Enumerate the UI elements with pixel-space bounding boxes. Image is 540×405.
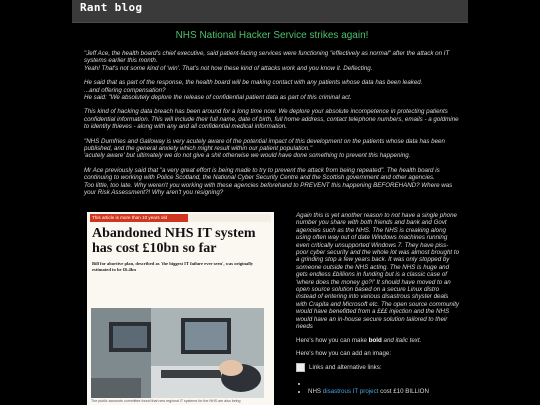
newspaper-clipping-image xyxy=(87,212,274,405)
post-title[interactable]: NHS National Hacker Service strikes again! xyxy=(175,30,369,41)
image-example-line: Here's how you can add an image: xyxy=(296,349,392,357)
article-age-banner xyxy=(90,214,271,222)
list-item xyxy=(308,380,460,387)
nhs-it-project-link[interactable]: disastrous IT project xyxy=(322,387,379,395)
office-photo-illustration xyxy=(91,308,264,398)
links-list xyxy=(296,380,460,395)
post-paragraph-3: This kind of hacking data breach has been around for a long time now. We deplore your absolute incompetence in protecting patients confidential information. This will include their full name, date of birth, full home address, contact telephone numbers, emails - a goldmine to identity thieves - along with any and all confidential medical information. xyxy=(84,108,459,131)
broken-image-row xyxy=(296,363,460,372)
broken-image-icon xyxy=(296,363,305,372)
bold-example-prefix: Here's how you can make xyxy=(296,336,369,344)
post-body xyxy=(84,30,460,204)
sidebar-paragraph: Again this is yet another reason to not have a single phone number you share with both friends and bank and Govt agencies such as the NHS. The NHS is creaking along using often way out of date Windows machines running even critically unsupported Windows 7. They have piss-poor cyber security and the whole lot was almost brought to a grinding stop a few years back. It was only stopped by someone outside the NHS acting. The NHS is huge and gets endless £billions in funding but is a classic case of 'where does the money go?!' It should have moved to an open source solution based on a secure Linux distro instead of entering into various disastrous shyster deals with Crapita and Microsoft etc. The open source community would have benefitted from a £££ injection and the NHS would have an in-house secure solution tailored to their needs xyxy=(296,212,460,331)
post-paragraph-1: "Jeff Ace, the health board's chief executive, said patient-facing services were functioning "effectively as normal" after the attack on IT systems earlier this month. Yeah! That's not some kind of 'win'. That's not how these kind of attacks work and you know it. Deflecting. xyxy=(84,50,450,72)
post-paragraph-4: "NHS Dumfries and Galloway is very acutely aware of the potential impact of this development on the patients whose data has been published, and the general anxiety which might result within our patient population." 'acutely aware' but ultimately we do not give a shit otherwise we would have done something to prevent this happening. xyxy=(84,137,445,160)
bold-example-suffix: and italic text. xyxy=(381,336,422,344)
post-lower-section xyxy=(84,212,460,405)
link-suffix: cost £10 BILLION xyxy=(378,387,429,395)
image-alt-text: Links and alternative links: xyxy=(309,364,382,372)
bold-example-word: bold xyxy=(368,336,382,344)
list-item xyxy=(308,388,460,395)
clipping-headline: Abandoned NHS IT system has cost £10bn so far xyxy=(92,226,256,256)
photo-caption: The public accounts committee found that new regional IT systems for the NHS are also being xyxy=(91,399,241,403)
link-prefix: NHS xyxy=(308,387,323,395)
blog-header xyxy=(72,0,468,23)
post-paragraph-2: He said that as part of the response, the health board will be making contact with any patients whose data has been leaked. ...and offering compensation? He said: "We absolutely deplore the release of confidential patient data as part of this criminal act. xyxy=(84,79,423,102)
formatting-example xyxy=(296,337,460,344)
blog-title[interactable]: Rant blog xyxy=(80,1,143,14)
post-paragraph-5: Mr Ace previously said that "a very great effort is being made to try to prevent the attack from being repeated". The health board is continuing to working with Police Scotland, the National Cyber Security Centre and the Scottish government and other agencies. Too little, too late. Why weren't you working with these agencies beforehand to PREVENT this happening BEFOREHAND? Where was your Risk Assessment?! Why aren't you resigning? xyxy=(84,166,453,197)
sidebar-text xyxy=(296,212,460,395)
clipping-standfirst: Bill for abortive plan, described as 'the biggest IT failure ever seen', was originally estimated to be £6.4bn xyxy=(92,261,254,272)
office-photo xyxy=(91,308,264,398)
article-age-label: This article is more than 10 years old xyxy=(90,214,188,222)
